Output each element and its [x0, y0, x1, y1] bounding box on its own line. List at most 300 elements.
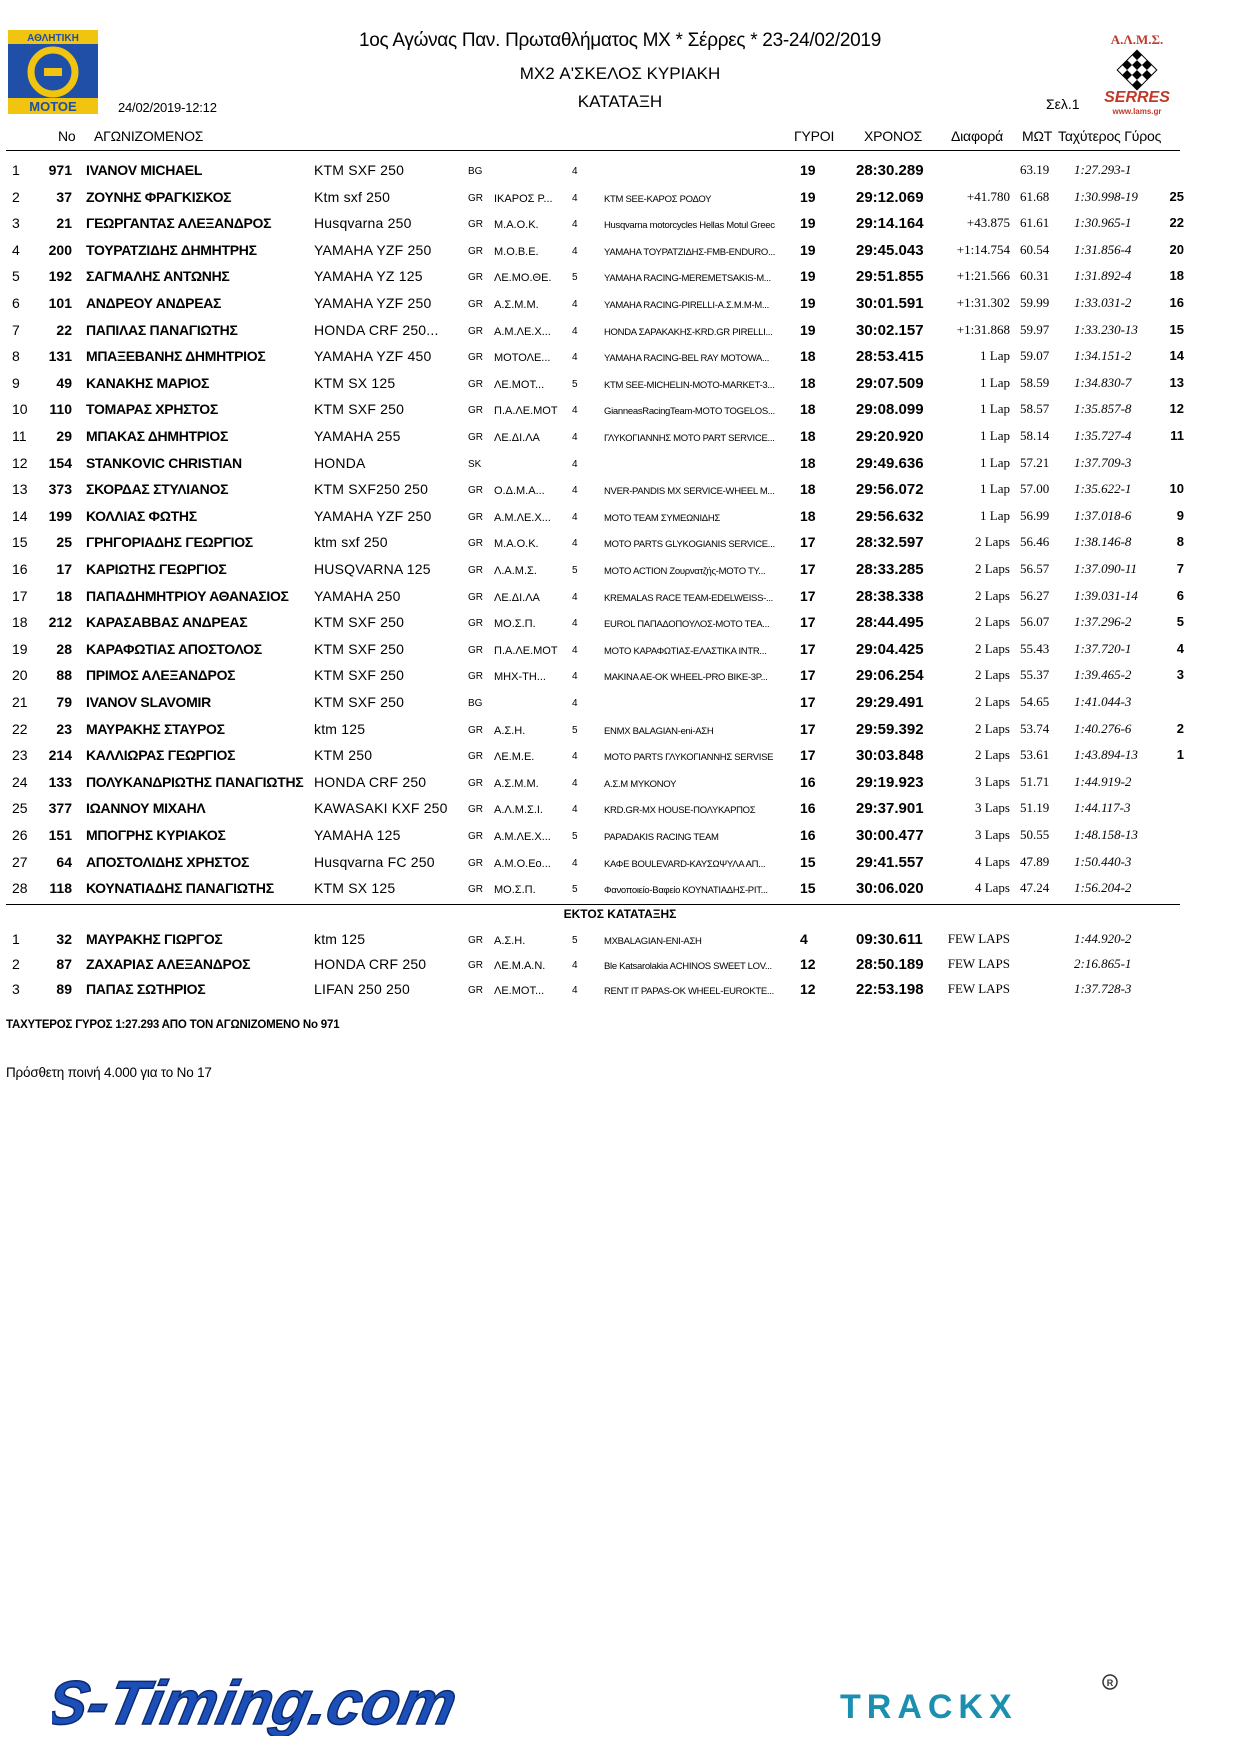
s-timing-logo	[52, 1670, 472, 1741]
cell-pos: 7	[12, 321, 20, 338]
cell-best: 1:37.709-3	[1074, 454, 1132, 470]
cell-club: Α.Μ.ΛΕ.Χ...	[494, 831, 551, 843]
cell-moto: KTM SX 125	[314, 880, 396, 897]
cell-club: Μ.Α.Ο.Κ.	[494, 219, 539, 232]
cell-best: 1:31.856-4	[1074, 241, 1132, 257]
cell-nat: GR	[468, 565, 483, 576]
cell-no: 37	[56, 188, 72, 205]
cell-laps: 18	[800, 401, 816, 418]
cell-club: Π.Α.ΛΕ.ΜΟΤ	[494, 405, 558, 418]
cell-pos: 13	[12, 481, 28, 498]
cell-moto: YAMAHA YZF 250	[314, 507, 432, 524]
s-timing-text: S-Timing.com	[52, 1670, 464, 1736]
cell-cls: 5	[572, 378, 578, 390]
cell-pos: 24	[12, 773, 28, 790]
col-no: No	[58, 128, 76, 144]
race-subtitle: MX2 Α'ΣΚΕΛΟΣ ΚΥΡΙΑΚΗ	[519, 64, 721, 83]
cell-laps: 17	[800, 747, 816, 764]
cell-cls: 5	[572, 884, 578, 896]
cell-time: 29:51.855	[856, 268, 924, 286]
cell-nat: BG	[468, 698, 483, 709]
cell-best: 2:16.865-1	[1074, 956, 1132, 971]
col-laps: ΓΥΡΟΙ	[794, 128, 835, 144]
cell-diff: 2 Laps	[974, 614, 1010, 630]
cell-diff: +1:14.754	[956, 241, 1010, 257]
cell-name: ΤΟΥΡΑΤΖΙΔΗΣ ΔΗΜΗΤΡΗΣ	[86, 241, 257, 258]
cell-time: 29:41.557	[856, 853, 924, 871]
trackx-logo	[840, 1670, 1140, 1735]
cell-team: YAMAHA RACING-BEL RAY MOTOWA...	[604, 353, 770, 365]
cell-no: 22	[56, 321, 72, 338]
cell-team: Α.Σ.Μ ΜΥΚΟΝΟΥ	[604, 778, 677, 790]
cell-club: Π.Α.ΛΕ.ΜΟΤ	[494, 644, 558, 657]
cell-avg: 61.61	[1020, 215, 1050, 231]
cell-laps: 17	[800, 614, 816, 631]
cell-moto: HONDA	[314, 454, 366, 471]
cell-diff: FEW LAPS	[947, 956, 1010, 971]
cell-no: 79	[56, 694, 72, 710]
cell-nat: GR	[468, 432, 483, 443]
table-row	[0, 215, 1240, 241]
lams-logo-url: www.lams.gr	[1112, 107, 1162, 116]
cell-name: STANKOVIC CHRISTIAN	[86, 454, 242, 471]
cell-cls: 4	[572, 751, 578, 763]
cell-name: ΜΠΑΞΕΒΑΝΗΣ ΔΗΜΗΤΡΙΟΣ	[86, 348, 266, 365]
cell-cls: 5	[572, 935, 578, 946]
cell-team: NVER-PANDIS MX SERVICE-WHEEL M...	[604, 486, 775, 498]
cell-best: 1:35.622-1	[1074, 481, 1132, 497]
cell-name: ΜΑΥΡΑΚΗΣ ΓΙΩΡΓΟΣ	[86, 931, 223, 947]
cell-no: 212	[48, 614, 72, 631]
cell-no: 101	[48, 295, 72, 311]
cell-diff: 4 Laps	[974, 853, 1010, 869]
cell-no: 154	[48, 454, 72, 471]
cell-pos: 20	[12, 667, 28, 684]
table-row	[0, 800, 1240, 826]
cell-avg: 58.57	[1020, 401, 1050, 417]
cell-moto: YAMAHA YZF 250	[314, 295, 432, 311]
cell-team: ΚΑΦΕ BOULEVARD-ΚΑΥΣΩΨΥΛΑ ΑΠ...	[604, 858, 766, 870]
cell-diff: 1 Lap	[980, 507, 1010, 523]
cell-diff: 2 Laps	[974, 587, 1010, 603]
cell-pts: 7	[1176, 561, 1184, 576]
cell-best: 1:38.146-8	[1074, 534, 1132, 550]
cell-laps: 19	[800, 295, 816, 311]
cell-club: ΛΕ.Μ.Α.Ν.	[494, 960, 546, 972]
cell-name: IVANOV MICHAEL	[86, 162, 203, 178]
cell-best: 1:27.293-1	[1074, 162, 1132, 177]
cell-pts: 25	[1169, 188, 1184, 204]
cell-avg: 51.19	[1020, 800, 1050, 816]
cell-pos: 2	[12, 956, 20, 972]
cell-avg: 51.71	[1020, 773, 1050, 789]
cell-pts: 13	[1169, 374, 1184, 390]
cell-name: ΜΑΥΡΑΚΗΣ ΣΤΑΥΡΟΣ	[86, 720, 225, 737]
cell-nat: GR	[468, 299, 483, 310]
cell-moto: KTM SXF 250	[314, 640, 405, 657]
cell-no: 192	[48, 268, 72, 285]
cell-name: ΚΟΥΝΑΤΙΑΔΗΣ ΠΑΝΑΓΙΩΤΗΣ	[86, 880, 274, 897]
table-row	[0, 481, 1240, 507]
cell-time: 29:29.491	[856, 694, 924, 711]
cell-pos: 1	[12, 931, 20, 947]
cell-club: Ο.Δ.Μ.Α...	[494, 485, 545, 498]
cell-cls: 4	[572, 777, 578, 789]
cell-nat: SK	[468, 458, 482, 470]
cell-pts: 1	[1176, 747, 1184, 763]
cell-diff: 1 Lap	[980, 374, 1010, 390]
cell-pos: 11	[12, 428, 27, 444]
cell-pos: 6	[12, 295, 20, 311]
table-row	[0, 401, 1240, 427]
cell-diff: 1 Lap	[980, 481, 1010, 497]
cell-laps: 18	[800, 348, 816, 365]
cell-team: KREMALAS RACE TEAM-EDELWEISS-...	[604, 592, 774, 604]
cell-no: 25	[56, 534, 72, 551]
cell-no: 214	[48, 747, 72, 764]
cell-team: HONDA ΣΑΡΑΚΑΚΗΣ-KRD.GR PIRELLI...	[604, 326, 773, 338]
cell-laps: 12	[800, 981, 816, 997]
timestamp: 24/02/2019-12:12	[118, 100, 217, 115]
col-avg: ΜΩΤ	[1022, 128, 1053, 144]
cell-name: ΖΟΥΝΗΣ ΦΡΑΓΚΙΣΚΟΣ	[86, 188, 232, 205]
cell-best: 1:43.894-13	[1074, 747, 1138, 763]
cell-moto: LIFAN 250 250	[314, 981, 410, 997]
cell-laps: 19	[800, 215, 816, 232]
cell-pos: 23	[12, 747, 28, 764]
cell-club: Α.Σ.Η.	[494, 724, 526, 737]
cell-cls: 4	[572, 166, 578, 177]
table-row	[0, 721, 1240, 747]
cell-moto: YAMAHA 255	[314, 428, 401, 444]
cell-best: 1:34.830-7	[1074, 374, 1132, 390]
cell-laps: 17	[800, 694, 816, 710]
cell-cls: 4	[572, 618, 578, 630]
cell-pts: 10	[1169, 481, 1184, 497]
cell-avg: 58.59	[1020, 374, 1050, 390]
cell-team: YAMAHA ΤΟΥΡΑΤΖΙΔΗΣ-FMB-ENDURO...	[604, 246, 776, 258]
cell-best: 1:50.440-3	[1074, 853, 1132, 869]
cell-laps: 17	[800, 561, 816, 577]
col-diff: Διαφορά	[951, 128, 1004, 144]
cell-time: 28:53.415	[856, 348, 924, 366]
cell-diff: 1 Lap	[980, 454, 1010, 470]
table-row	[0, 428, 1240, 454]
cell-avg: 57.00	[1020, 481, 1050, 497]
cell-team: KTM SEE-ΚΑΡΟΣ ΡΟΔΟΥ	[604, 193, 712, 205]
cell-pts: 5	[1176, 614, 1184, 630]
cell-club: ΛΕ.ΜΟ.ΘΕ.	[494, 272, 552, 285]
cell-no: 49	[56, 374, 72, 391]
cell-club: Μ.Α.Ο.Κ.	[494, 538, 539, 551]
cell-name: ΚΑΡΙΩΤΗΣ ΓΕΩΡΓΙΟΣ	[86, 561, 227, 577]
cell-pts: 11	[1170, 428, 1184, 443]
cell-no: 17	[56, 561, 72, 577]
cell-team: YAMAHA RACING-MEREMETSAKIS-M...	[604, 273, 771, 285]
cell-moto: ktm 125	[314, 931, 366, 947]
cell-time: 09:30.611	[856, 931, 923, 948]
cell-best: 1:37.296-2	[1074, 614, 1132, 630]
cell-team: MOTO ΚΑΡΑΦΩΤΙΑΣ-ΕΛΑΣΤΙΚΑ INTR...	[604, 645, 767, 657]
table-row	[0, 854, 1240, 880]
cell-name: ΠΟΛΥΚΑΝΔΡΙΩΤΗΣ ΠΑΝΑΓΙΩΤΗΣ	[86, 773, 304, 790]
cell-time: 28:32.597	[856, 534, 924, 552]
cell-cls: 4	[572, 960, 578, 971]
cell-cls: 5	[572, 831, 578, 842]
cell-pos: 27	[12, 853, 28, 870]
cell-moto: KTM SXF 250	[314, 614, 405, 631]
cell-moto: YAMAHA YZ 125	[314, 268, 423, 285]
cell-cls: 5	[572, 565, 578, 576]
table-row	[0, 667, 1240, 693]
cell-avg: 59.97	[1020, 321, 1050, 337]
cell-pts: 12	[1169, 401, 1184, 417]
cell-diff: 2 Laps	[974, 561, 1010, 576]
page-number: Σελ.1	[1046, 96, 1080, 112]
cell-nat: GR	[468, 751, 483, 763]
cell-no: 199	[48, 507, 72, 524]
cell-name: IVANOV SLAVOMIR	[86, 694, 211, 710]
cell-avg: 60.54	[1020, 241, 1050, 257]
cell-moto: KTM SXF 250	[314, 667, 405, 684]
cell-no: 32	[56, 931, 72, 947]
cell-name: ΠΡΙΜΟΣ ΑΛΕΞΑΝΔΡΟΣ	[86, 667, 236, 684]
cell-diff: 2 Laps	[974, 694, 1010, 709]
table-row	[0, 322, 1240, 348]
cell-avg: 59.99	[1020, 295, 1050, 310]
cell-team: MXBALAGIAN-ENI-ΑΣΗ	[604, 936, 702, 947]
cell-club: ΛΕ.Μ.Ε.	[494, 751, 535, 764]
cell-avg: 56.99	[1020, 507, 1050, 523]
cell-club: ΙΚΑΡΟΣ Ρ...	[494, 192, 553, 205]
cell-cls: 4	[572, 485, 578, 497]
cell-nat: GR	[468, 405, 483, 417]
cell-time: 29:56.632	[856, 507, 924, 525]
cell-avg: 57.21	[1020, 454, 1050, 470]
cell-avg: 59.07	[1020, 348, 1050, 364]
cell-team: ENMX BALAGIAN-eni-ΑΣΗ	[604, 725, 714, 737]
cell-laps: 12	[800, 956, 816, 972]
cell-best: 1:34.151-2	[1074, 348, 1132, 364]
cell-club: Λ.Α.Μ.Σ.	[494, 565, 537, 577]
cell-laps: 17	[800, 587, 816, 604]
cell-name: ΜΠΑΚΑΣ ΔΗΜΗΤΡΙΟΣ	[86, 428, 229, 444]
cell-cls: 4	[572, 405, 578, 417]
cell-time: 29:12.069	[856, 188, 924, 206]
cell-pts: 9	[1176, 507, 1184, 523]
cell-club: ΛΕ.ΜΟΤ...	[494, 985, 545, 997]
cell-diff: +1:31.302	[956, 295, 1010, 310]
cell-no: 151	[48, 827, 72, 843]
table-row	[0, 641, 1240, 667]
cell-club: ΛΕ.ΔΙ.ΛΑ	[494, 432, 540, 444]
cell-name: ΓΡΗΓΟΡΙΑΔΗΣ ΓΕΩΡΓΙΟΣ	[86, 534, 253, 551]
cell-no: 377	[48, 800, 72, 817]
cell-nat: GR	[468, 192, 483, 204]
cell-time: 28:50.189	[856, 956, 924, 973]
cell-moto: YAMAHA YZF 450	[314, 348, 432, 365]
cell-no: 89	[56, 981, 72, 997]
cell-best: 1:37.728-3	[1074, 981, 1132, 996]
logo-top-text: ΑΘΛΗΤΙΚΗ	[27, 33, 79, 44]
cell-nat: GR	[468, 325, 483, 337]
cell-no: 373	[48, 481, 72, 498]
table-row	[0, 561, 1240, 587]
cell-pts: 18	[1169, 268, 1184, 284]
table-row	[0, 295, 1240, 321]
cell-pos: 18	[12, 614, 28, 631]
cell-no: 87	[56, 956, 72, 972]
cell-time: 28:33.285	[856, 561, 924, 578]
cell-time: 29:08.099	[856, 401, 924, 419]
cell-team: MAKINA AE-OK WHEEL-PRO BIKE-3P...	[604, 672, 768, 684]
cell-pos: 1	[12, 162, 20, 178]
cell-club: Α.Μ.ΛΕ.Χ...	[494, 325, 551, 338]
cell-laps: 15	[800, 853, 816, 870]
cell-team: EUROL ΠΑΠΑΔΟΠΟΥΛΟΣ-MOTO TEA...	[604, 619, 770, 631]
cell-diff: 2 Laps	[974, 747, 1010, 763]
cell-laps: 19	[800, 321, 816, 338]
cell-name: ΚΑΛΛΙΩΡΑΣ ΓΕΩΡΓΙΟΣ	[86, 747, 236, 764]
cell-team: MOTO PARTS ΓΛΥΚΟΓΙΑΝΝΗΣ SERVISE	[604, 752, 774, 764]
cell-best: 1:30.998-19	[1074, 188, 1138, 204]
table-row	[0, 747, 1240, 773]
cell-no: 64	[56, 853, 72, 870]
cell-avg: 56.46	[1020, 534, 1050, 550]
cell-laps: 17	[800, 667, 816, 684]
cell-team: Ble Katsarolakia ACHINOS SWEET LOV...	[604, 961, 772, 972]
cell-best: 1:44.117-3	[1074, 800, 1131, 816]
cell-cls: 4	[572, 299, 578, 310]
cell-avg: 53.61	[1020, 747, 1050, 763]
cell-pts: 6	[1176, 587, 1184, 603]
cell-laps: 18	[800, 428, 816, 444]
cell-cls: 4	[572, 985, 578, 996]
col-competitor: ΑΓΩΝΙΖΟΜΕΝΟΣ	[94, 128, 204, 144]
cell-laps: 18	[800, 481, 816, 498]
cell-cls: 5	[572, 272, 578, 284]
table-row	[0, 931, 1240, 957]
cell-team: MOTO TEAM ΣΥΜΕΩΝΙΔΗΣ	[604, 512, 720, 524]
cell-moto: YAMAHA 250	[314, 587, 401, 604]
cell-pts: 22	[1169, 215, 1184, 231]
cell-cls: 5	[572, 724, 578, 736]
cell-pos: 14	[12, 507, 28, 524]
cell-best: 1:30.965-1	[1074, 215, 1132, 231]
cell-nat: GR	[468, 272, 483, 284]
cell-avg: 50.55	[1020, 827, 1050, 842]
cell-best: 1:44.920-2	[1074, 931, 1132, 946]
cell-moto: YAMAHA 125	[314, 827, 401, 843]
cell-diff: 1 Lap	[980, 401, 1010, 417]
cell-name: ΙΩΑΝΝΟΥ ΜΙΧΑΗΛ	[86, 800, 206, 817]
cell-name: ΠΑΠΑΣ ΣΩΤΗΡΙΟΣ	[86, 981, 206, 997]
cell-cls: 4	[572, 219, 578, 231]
cell-diff: 3 Laps	[974, 773, 1010, 789]
cell-moto: KTM SXF 250	[314, 401, 405, 418]
cell-best: 1:39.031-14	[1074, 587, 1138, 603]
cell-time: 29:49.636	[856, 454, 924, 472]
table-row	[0, 189, 1240, 215]
cell-nat: GR	[468, 884, 483, 896]
cell-laps: 4	[800, 931, 808, 947]
cell-nat: GR	[468, 724, 483, 736]
table-row	[0, 827, 1240, 853]
cell-pos: 19	[12, 640, 28, 657]
col-best: Ταχύτερος Γύρος	[1058, 128, 1162, 144]
cell-best: 1:48.158-13	[1074, 827, 1138, 842]
cell-club: Α.Σ.Η.	[494, 935, 526, 947]
cell-avg: 63.19	[1020, 162, 1050, 177]
cell-club: Α.Μ.ΛΕ.Χ...	[494, 511, 551, 524]
cell-nat: BG	[468, 166, 483, 177]
cell-moto: Husqvarna FC 250	[314, 853, 435, 870]
cell-nat: GR	[468, 960, 483, 971]
cell-pos: 3	[12, 981, 20, 997]
cell-nat: GR	[468, 857, 483, 869]
cell-pts: 2	[1176, 720, 1184, 736]
cell-avg: 60.31	[1020, 268, 1050, 284]
cell-laps: 18	[800, 374, 816, 391]
cell-cls: 4	[572, 538, 578, 550]
cell-laps: 18	[800, 507, 816, 524]
lams-logo-serres: SERRES	[1104, 89, 1170, 106]
cell-club: Α.Σ.Μ.Μ.	[494, 777, 539, 790]
cell-no: 110	[49, 401, 72, 418]
cell-time: 30:00.477	[856, 827, 924, 844]
cell-no: 88	[56, 667, 72, 684]
unclassified-title: ΕΚΤΟΣ ΚΑΤΑΤΑΞΗΣ	[563, 907, 677, 921]
cell-cls: 4	[572, 192, 578, 204]
cell-name: ΜΠΟΓΡΗΣ ΚΥΡΙΑΚΟΣ	[86, 827, 226, 843]
cell-no: 28	[56, 640, 72, 657]
cell-name: ΑΝΔΡΕΟΥ ΑΝΔΡΕΑΣ	[86, 295, 222, 311]
table-row	[0, 694, 1240, 720]
cell-time: 29:07.509	[856, 374, 924, 392]
cell-pos: 3	[12, 215, 20, 232]
cell-diff: 1 Lap	[980, 348, 1010, 364]
cell-diff: 3 Laps	[974, 800, 1010, 816]
cell-laps: 17	[800, 640, 816, 657]
cell-best: 1:31.892-4	[1074, 268, 1132, 284]
cell-diff: 4 Laps	[974, 880, 1010, 896]
cell-moto: YAMAHA YZF 250	[314, 241, 432, 258]
cell-diff: +41.780	[966, 188, 1010, 204]
cell-no: 23	[56, 720, 72, 737]
table-row	[0, 956, 1240, 982]
cell-nat: GR	[468, 804, 483, 816]
cell-moto: Ktm sxf 250	[314, 188, 391, 205]
cell-avg: 47.89	[1020, 853, 1050, 869]
logo-bottom-text: ΜΟΤΟΕ	[29, 99, 77, 114]
cell-cls: 4	[572, 644, 578, 656]
cell-moto: ktm sxf 250	[314, 534, 388, 551]
cell-diff: 2 Laps	[974, 667, 1010, 683]
event-title: 1ος Αγώνας Παν. Πρωταθλήματος MX * Σέρρες * 23-24/02/2019	[359, 30, 881, 51]
cell-time: 30:01.591	[856, 295, 924, 312]
cell-nat: GR	[468, 935, 483, 946]
cell-avg: 61.68	[1020, 188, 1050, 204]
cell-time: 28:44.495	[856, 614, 924, 632]
cell-avg: 56.27	[1020, 587, 1050, 603]
table-row	[0, 162, 1240, 188]
cell-best: 1:37.720-1	[1074, 640, 1132, 656]
cell-club: ΜΟΤΟΛΕ...	[494, 352, 551, 365]
cell-diff: 2 Laps	[974, 534, 1010, 550]
cell-pos: 12	[12, 454, 28, 471]
cell-diff: +1:31.868	[956, 321, 1010, 337]
cell-diff: +1:21.566	[956, 268, 1010, 284]
